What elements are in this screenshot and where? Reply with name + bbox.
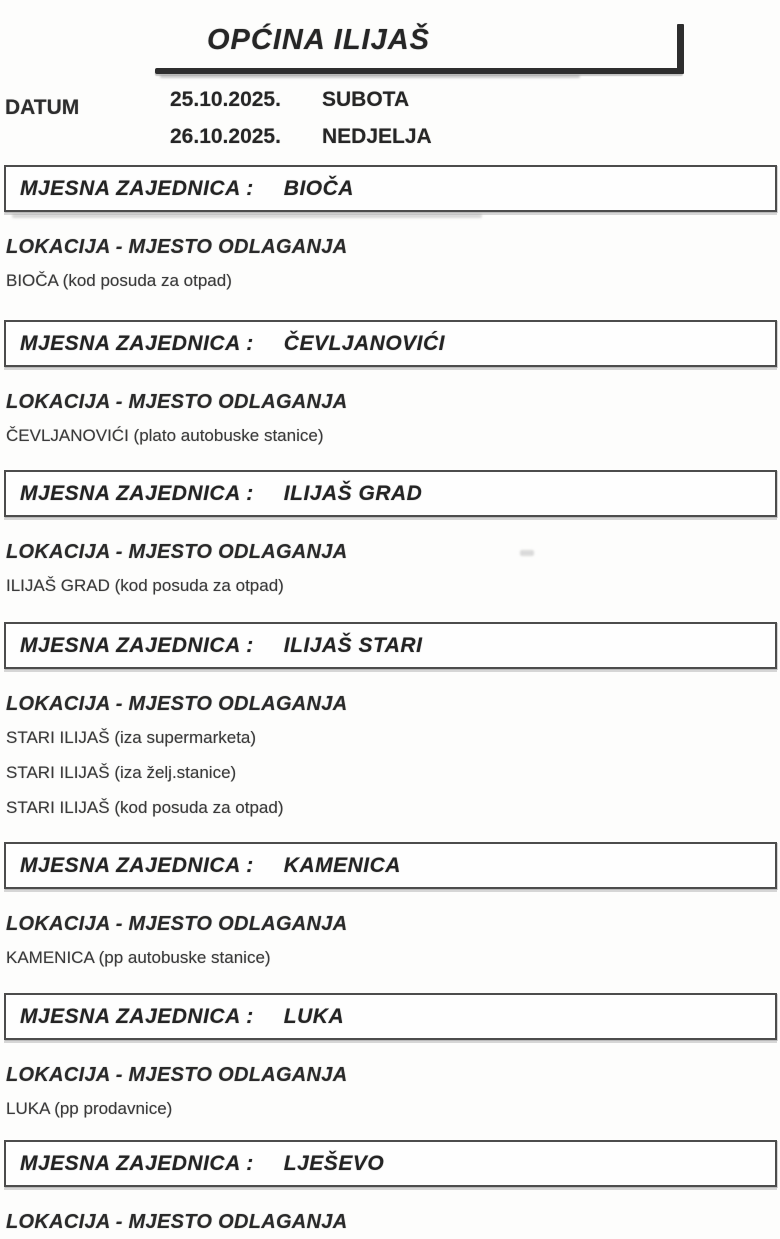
date-label: DATUM xyxy=(5,96,80,119)
scan-smudge xyxy=(160,75,580,78)
section-header-box xyxy=(4,993,777,1040)
section-ljesevo xyxy=(0,1140,780,1233)
section-header-box xyxy=(4,470,777,517)
page-title: OPĆINA ILIJAŠ xyxy=(207,24,431,56)
location-heading: LOKACIJA - MJESTO ODLAGANJA xyxy=(6,1064,348,1086)
section-header-label: MJESNA ZAJEDNICA : xyxy=(20,176,254,200)
date-row xyxy=(170,123,432,150)
location-heading: LOKACIJA - MJESTO ODLAGANJA xyxy=(6,693,348,715)
location-entry: STARI ILIJAŠ (iza supermarketa) xyxy=(6,728,257,747)
section-name: ČEVLJANOVIĆI xyxy=(283,331,445,355)
scan-corner-mark xyxy=(677,24,684,74)
location-heading: LOKACIJA - MJESTO ODLAGANJA xyxy=(6,913,348,935)
date-value: 26.10.2025. xyxy=(170,125,281,148)
date-row xyxy=(170,86,432,113)
section-ilijas-stari xyxy=(0,622,780,817)
location-entry: ČEVLJANOVIĆI (plato autobuske stanice) xyxy=(6,426,324,445)
section-header-label: MJESNA ZAJEDNICA : xyxy=(20,1151,254,1175)
section-header-label: MJESNA ZAJEDNICA : xyxy=(20,633,254,657)
section-kamenica xyxy=(0,842,780,967)
location-entry: STARI ILIJAŠ (iza želj.stanice) xyxy=(6,763,237,782)
section-header-box xyxy=(4,1140,777,1187)
location-heading: LOKACIJA - MJESTO ODLAGANJA xyxy=(6,391,348,413)
location-heading: LOKACIJA - MJESTO ODLAGANJA xyxy=(6,541,348,563)
section-header-box xyxy=(4,320,777,367)
location-heading: LOKACIJA - MJESTO ODLAGANJA xyxy=(6,1211,348,1233)
location-entry: LUKA (pp prodavnice) xyxy=(6,1099,173,1118)
location-entry: STARI ILIJAŠ (kod posuda za otpad) xyxy=(6,798,284,817)
location-entry: KAMENICA (pp autobuske stanice) xyxy=(6,948,271,967)
section-name: KAMENICA xyxy=(283,853,401,877)
weekday-value: SUBOTA xyxy=(322,88,410,111)
location-entry: BIOČA (kod posuda za otpad) xyxy=(6,271,232,290)
location-entry: ILIJAŠ GRAD (kod posuda za otpad) xyxy=(6,576,284,595)
section-cevljanovici xyxy=(0,320,780,445)
section-name: LJEŠEVO xyxy=(283,1151,385,1175)
date-list xyxy=(170,86,432,160)
section-header-box xyxy=(4,165,777,212)
date-value: 25.10.2025. xyxy=(170,88,281,111)
section-header-label: MJESNA ZAJEDNICA : xyxy=(20,331,254,355)
weekday-value: NEDJELJA xyxy=(322,125,432,148)
location-heading: LOKACIJA - MJESTO ODLAGANJA xyxy=(6,236,348,258)
section-ilijas-grad xyxy=(0,470,780,595)
section-header-label: MJESNA ZAJEDNICA : xyxy=(20,853,254,877)
section-header-label: MJESNA ZAJEDNICA : xyxy=(20,481,254,505)
section-bioca xyxy=(0,165,780,290)
section-luka xyxy=(0,993,780,1118)
section-name: ILIJAŠ GRAD xyxy=(283,481,423,505)
section-name: ILIJAŠ STARI xyxy=(283,633,423,657)
section-name: BIOČA xyxy=(283,176,354,200)
section-header-box xyxy=(4,622,777,669)
section-name: LUKA xyxy=(283,1004,345,1028)
title-underline xyxy=(155,68,683,74)
section-header-box xyxy=(4,842,777,889)
section-header-label: MJESNA ZAJEDNICA : xyxy=(20,1004,254,1028)
